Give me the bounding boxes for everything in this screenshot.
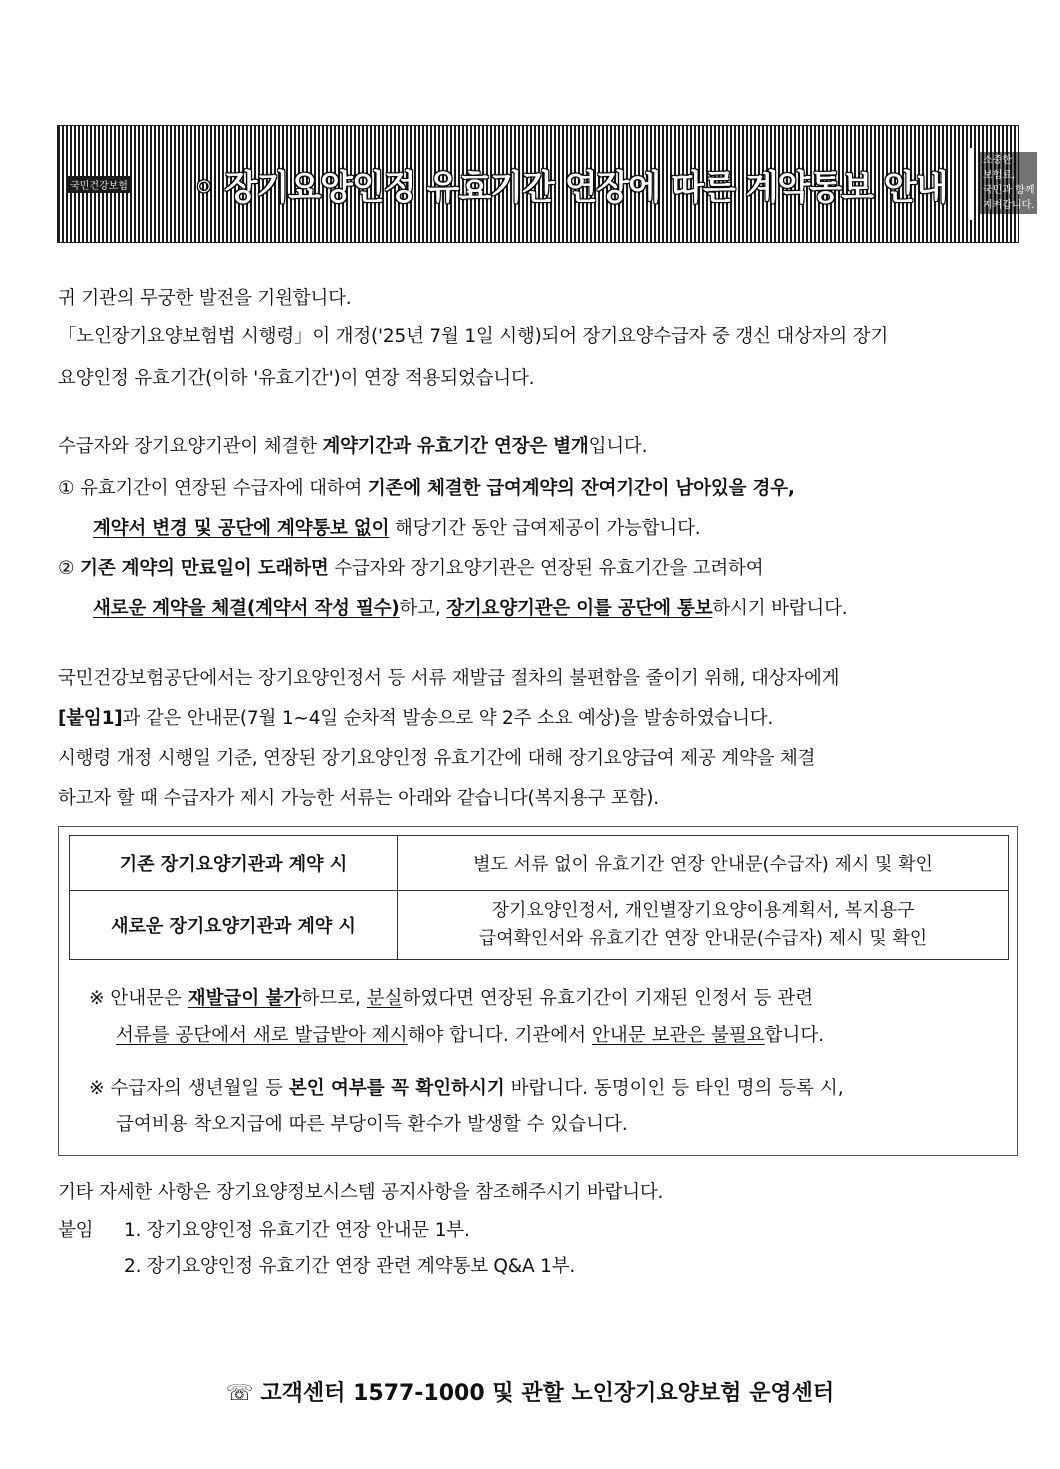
note-2-cont: 급여비용 착오지급에 따른 부당이득 환수가 발생할 수 있습니다. bbox=[116, 1114, 628, 1135]
contract-item-1: ① 유효기간이 연장된 수급자에 대하여 기존에 체결한 급여계약의 잔여기간이 남아있을 경우, bbox=[58, 478, 795, 499]
note-1-cont: 서류를 공단에서 새로 발급받아 제시해야 합니다. 기관에서 안내문 보관은 불필요합니다. bbox=[116, 1025, 825, 1046]
contract-item-2: ② 기존 계약의 만료일이 도래하면 수급자와 장기요양기관은 연장된 유효기간을 고려하여 bbox=[58, 558, 764, 579]
documents-box bbox=[58, 826, 1018, 1156]
banner-slogan: 소중한 보험료, 국민과 함께 지켜갑니다. bbox=[980, 152, 1037, 214]
attachment-2: 2. 장기요양인정 유효기간 연장 관련 계약통보 Q&A 1부. bbox=[124, 1256, 576, 1277]
table-head-existing: 기존 장기요양기관과 계약 시 bbox=[70, 836, 398, 891]
table-row bbox=[70, 891, 1009, 960]
customer-center-footer: ☏ 고객센터 1577-1000 및 관할 노인장기요양보험 운영센터 bbox=[225, 1381, 835, 1406]
title-banner bbox=[57, 125, 1035, 243]
table-value-existing: 별도 서류 없이 유효기간 연장 안내문(수급자) 제시 및 확인 bbox=[398, 836, 1009, 891]
notice-line-4: 하고자 할 때 수급자가 제시 가능한 서류는 아래와 같습니다(복지용구 포함). bbox=[58, 788, 659, 809]
documents-table bbox=[69, 835, 1009, 960]
notice-line-2: [붙임1]과 같은 안내문(7월 1~4일 순차적 발송으로 약 2주 소요 예상)을 발송하였습니다. bbox=[58, 708, 774, 729]
closing-etc: 기타 자세한 사항은 장기요양정보시스템 공지사항을 참조해주시기 바랍니다. bbox=[58, 1182, 664, 1203]
attachment-1: 1. 장기요양인정 유효기간 연장 안내문 1부. bbox=[124, 1220, 470, 1241]
contract-item-2-cont: 새로운 계약을 체결(계약서 작성 필수)하고, 장기요양기관은 이를 공단에 통보하시기 바랍니다. bbox=[93, 598, 848, 619]
title-bullet-icon: ◦ bbox=[193, 168, 225, 208]
contract-item-1-cont: 계약서 변경 및 공단에 계약통보 없이 해당기간 동안 급여제공이 가능합니다. bbox=[93, 518, 701, 539]
intro-line-2: 요양인정 유효기간(이하 '유효기간')이 연장 적용되었습니다. bbox=[58, 368, 535, 389]
page-title: ◦ 장기요양인정 유효기간 연장에 따른 계약통보 안내 bbox=[193, 168, 948, 208]
note-2: ※ 수급자의 생년월일 등 본인 여부를 꼭 확인하시기 바랍니다. 동명이인 등 타인 명의 등록 시, bbox=[89, 1078, 844, 1099]
banner-left-tag: 국민건강보험 bbox=[68, 176, 130, 193]
greeting: 귀 기관의 무궁한 발전을 기원합니다. bbox=[58, 288, 352, 309]
note-1: ※ 안내문은 재발급이 불가하므로, 분실하였다면 연장된 유효기간이 기재된 인정서 등 관련 bbox=[89, 988, 814, 1009]
table-value-new: 장기요양인정서, 개인별장기요양이용계획서, 복지용구 급여확인서와 유효기간 연장 안내문(수급자) 제시 및 확인 bbox=[398, 891, 1009, 960]
banner-divider bbox=[970, 148, 972, 220]
intro-line-1: 「노인장기요양보험법 시행령」이 개정('25년 7월 1일 시행)되어 장기요양수급자 중 갱신 대상자의 장기 bbox=[58, 326, 889, 347]
notice-line-3: 시행령 개정 시행일 기준, 연장된 장기요양인정 유효기간에 대해 장기요양급여 제공 계약을 체결 bbox=[58, 748, 816, 769]
attachment-label: 붙임 bbox=[58, 1220, 94, 1241]
contract-lead: 수급자와 장기요양기관이 체결한 계약기간과 유효기간 연장은 별개입니다. bbox=[58, 436, 648, 457]
phone-icon: ☏ bbox=[225, 1381, 261, 1406]
table-head-new: 새로운 장기요양기관과 계약 시 bbox=[70, 891, 398, 960]
notice-line-1: 국민건강보험공단에서는 장기요양인정서 등 서류 재발급 절차의 불편함을 줄이기 위해, 대상자에게 bbox=[58, 668, 840, 689]
table-row bbox=[70, 836, 1009, 891]
